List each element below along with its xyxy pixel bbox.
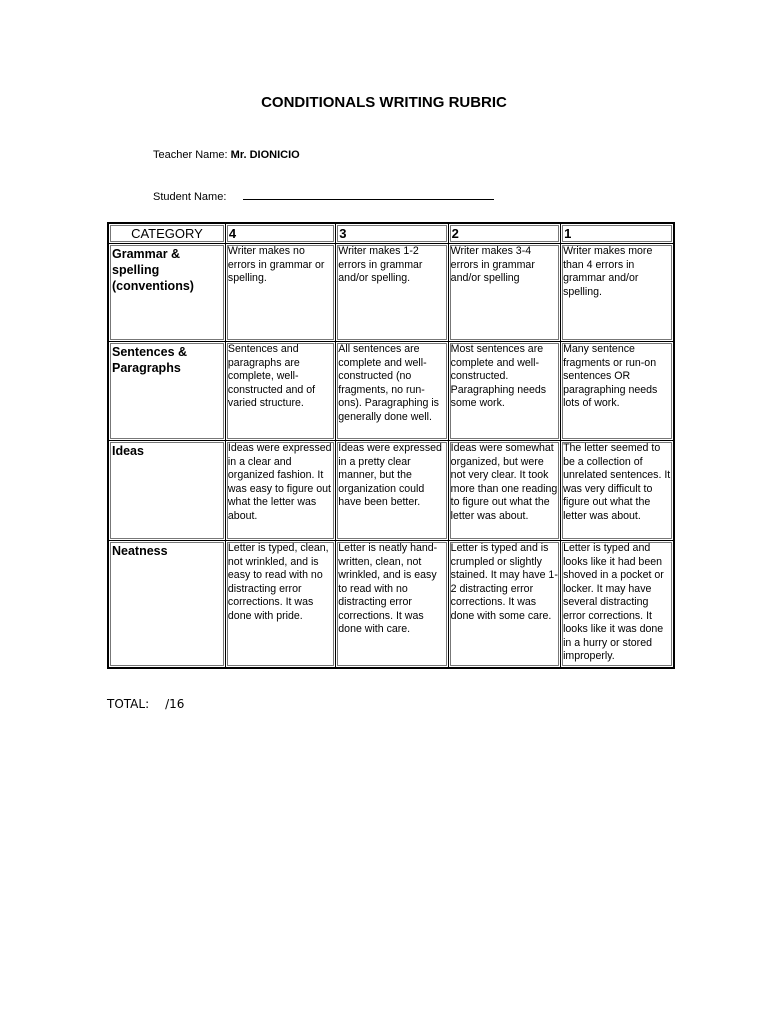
rubric-header-row xyxy=(108,223,674,244)
rubric-cell: Letter is neatly hand-written, clean, not wrinkled, and is easy to read with no distracting error corrections. It was done with care. xyxy=(336,541,448,669)
total-score: /16 xyxy=(165,697,185,711)
rubric-row xyxy=(108,342,674,441)
rubric-cell: All sentences are complete and well-constructed (no fragments, no run-ons). Paragraphing is generally done well. xyxy=(336,342,448,441)
rubric-cell: Writer makes 3-4 errors in grammar and/or spelling xyxy=(448,244,560,342)
header-score-2: 2 xyxy=(448,223,560,244)
rubric-row xyxy=(108,441,674,541)
header-category: CATEGORY xyxy=(108,223,225,244)
rubric-cell: Ideas were expressed in a clear and organized fashion. It was easy to figure out what the letter was about. xyxy=(225,441,335,541)
rubric-cell: Writer makes more than 4 errors in grammar and/or spelling. xyxy=(561,244,674,342)
rubric-cell: Writer makes no errors in grammar or spelling. xyxy=(225,244,335,342)
row-category: Neatness xyxy=(108,541,225,669)
student-name-blank xyxy=(243,189,494,200)
rubric-cell: Ideas were expressed in a pretty clear manner, but the organization could have been better. xyxy=(336,441,448,541)
teacher-name-label: Teacher Name: xyxy=(153,149,228,161)
rubric-row xyxy=(108,541,674,669)
rubric-row xyxy=(108,244,674,342)
rubric-cell: Letter is typed, clean, not wrinkled, and is easy to read with no distracting error corrections. It was done with pride. xyxy=(225,541,335,669)
total-label: TOTAL: xyxy=(107,697,150,711)
rubric-cell: Writer makes 1-2 errors in grammar and/or spelling. xyxy=(336,244,448,342)
rubric-cell: Many sentence fragments or run-on sentences OR paragraphing needs lots of work. xyxy=(561,342,674,441)
rubric-cell: Most sentences are complete and well-constructed. Paragraphing needs some work. xyxy=(448,342,560,441)
header-score-4: 4 xyxy=(225,223,335,244)
rubric-cell: Sentences and paragraphs are complete, well-constructed and of varied structure. xyxy=(225,342,335,441)
rubric-cell: Letter is typed and looks like it had been shoved in a pocket or locker. It may have several distracting error corrections. It looks like it was done in a hurry or stored improperly. xyxy=(561,541,674,669)
header-score-3: 3 xyxy=(336,223,448,244)
rubric-cell: Letter is typed and is crumpled or slightly stained. It may have 1-2 distracting error corrections. It was done with some care. xyxy=(448,541,560,669)
rubric-cell: The letter seemed to be a collection of unrelated sentences. It was very difficult to figure out what the letter was about. xyxy=(561,441,674,541)
rubric-cell: Ideas were somewhat organized, but were not very clear. It took more than one reading to figure out what the letter was about. xyxy=(448,441,560,541)
row-category: Grammar & spelling (conventions) xyxy=(108,244,225,342)
page-title: CONDITIONALS WRITING RUBRIC xyxy=(261,94,507,111)
rubric-table xyxy=(107,222,675,669)
row-category: Ideas xyxy=(108,441,225,541)
row-category: Sentences & Paragraphs xyxy=(108,342,225,441)
teacher-name-value: Mr. DIONICIO xyxy=(230,149,300,161)
total-line xyxy=(107,697,184,711)
teacher-name-line xyxy=(153,149,300,161)
header-score-1: 1 xyxy=(561,223,674,244)
student-name-line xyxy=(153,189,494,203)
student-name-label: Student Name: xyxy=(153,191,227,203)
